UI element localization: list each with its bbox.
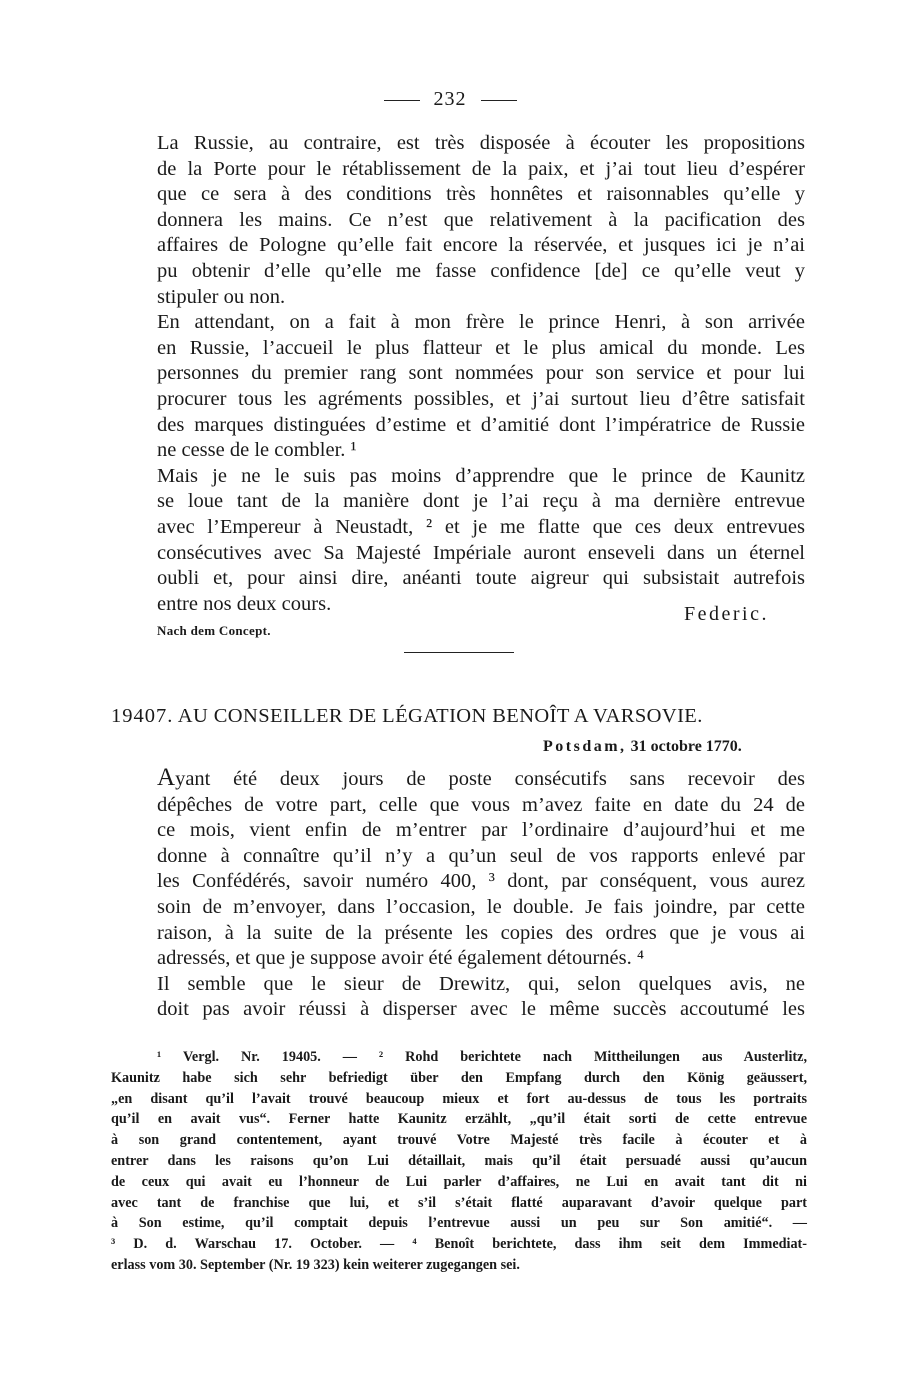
initial-letter: A xyxy=(157,764,176,791)
text-line: entre nos deux cours. xyxy=(157,592,332,615)
text-line: oubli et, pour ainsi dire, anéanti toute aigreur qui subsistait autrefois xyxy=(157,567,805,590)
text-line: donne à connaître qu’il n’y a qu’un seul de vos rapports enlevé par xyxy=(157,844,805,867)
text-line: Mais je ne le suis pas moins d’apprendre que le prince de Kaunitz xyxy=(157,464,805,487)
text-line: ne cesse de le combler. ¹ xyxy=(157,439,357,462)
text-line: avec l’Empereur à Neustadt, ² et je me flatte que ces deux entrevues xyxy=(157,515,805,538)
footnote-line: Kaunitz habe sich sehr befriedigt über den Empfang durch den König geäussert, xyxy=(111,1069,807,1086)
footnote-line: qu’il en avait vus“. Ferner hatte Kaunitz erzählt, „qu’il était sorti de cette entrevue xyxy=(111,1111,807,1128)
footnote-line: avec tant de franchise que lui, et s’il s’était flatté auparavant d’avoir quelque part xyxy=(111,1194,807,1211)
document-title: AU CONSEILLER DE LÉGATION BENOÎT A VARSOVIE. xyxy=(177,705,703,727)
source-note: Nach dem Concept. xyxy=(157,623,271,638)
dateline xyxy=(543,738,742,756)
text-line: affaires de Pologne qu’elle fait encore la réservée, et jusques ici je n’ai xyxy=(157,234,805,257)
text-line: dépêches de votre part, celle que vous m’avez faite en date du 24 de xyxy=(157,793,805,816)
page-header xyxy=(0,88,900,111)
text-line: procurer tous les agréments possibles, et j’ai surtout lieu d’être satisfait xyxy=(157,387,805,410)
text-line: doit pas avoir réussi à disperser avec le même succès accoutumé les xyxy=(157,998,805,1021)
text-line: des marques distinguées d’estime et d’amitié dont l’impératrice de Russie xyxy=(157,413,805,436)
text-line: pu obtenir d’elle qu’elle me fasse confidence [de] ce qu’elle veut y xyxy=(157,259,805,282)
footnote-line: ¹ Vergl. Nr. 19405. — ² Rohd berichtete nach Mittheilungen aus Austerlitz, xyxy=(157,1049,807,1065)
footnote-line: „en disant qu’il l’avait trouvé beaucoup mieux et fort au-dessus de tous les portraits xyxy=(111,1090,807,1107)
text-line: stipuler ou non. xyxy=(157,285,286,308)
footnote-line: à Son estime, qu’il comptait depuis l’entrevue aussi un peu sur Son amitié“. — xyxy=(111,1215,807,1232)
footnote-line: erlass vom 30. September (Nr. 19 323) kein weiterer zugegangen sei. xyxy=(111,1256,520,1273)
paragraph xyxy=(111,765,805,972)
signature: Federic. xyxy=(684,603,769,625)
paragraph xyxy=(111,131,805,310)
text-line: donnera les mains. Ce n’est que relativement à la pacification des xyxy=(157,208,805,231)
text-line: personnes du premier rang sont nommées pour son service et pour lui xyxy=(157,362,805,385)
footnotes xyxy=(111,1047,807,1276)
letter-body xyxy=(111,765,805,1023)
paragraph xyxy=(111,310,805,464)
header-dash-right xyxy=(481,100,517,101)
text-line xyxy=(111,765,805,793)
footnote-line: de ceux qui avait eu l’honneur de Lui parler d’affaires, ne Lui en avait tant dit ni xyxy=(111,1173,807,1190)
footnote-line: à son grand contentement, ayant trouvé Votre Majesté très facile à écouter et à xyxy=(111,1132,807,1149)
letter-continuation xyxy=(111,131,805,617)
text-line: raison, à la suite de la présente les copies des ordres que je vous ai xyxy=(157,921,805,944)
text-line: ce mois, vient enfin de m’entrer par l’ordinaire d’aujourd’hui et me xyxy=(157,819,805,842)
text-line: soin de m’envoyer, dans l’occasion, le double. Je fais joindre, par cette xyxy=(157,895,805,918)
header-dash-left xyxy=(384,100,420,101)
text-line: adressés, et que je suppose avoir été également détournés. ⁴ xyxy=(157,947,645,970)
dateline-place: Potsdam, xyxy=(543,738,627,755)
paragraph xyxy=(111,972,805,1023)
text-line: consécutives avec Sa Majesté Impériale auront enseveli dans un éternel xyxy=(157,541,805,564)
text-line: se loue tant de la manière dont je l’ai reçu à ma dernière entrevue xyxy=(157,490,805,513)
footnote-line: entrer dans les raisons qu’on Lui détaillait, mais qu’il était persuadé aussi qu’aucun xyxy=(111,1152,807,1169)
text-line: en Russie, l’accueil le plus flatteur et le plus amical du monde. Les xyxy=(157,336,805,359)
text-line: les Confédérés, savoir numéro 400, ³ dont, par conséquent, vous aurez xyxy=(157,870,805,893)
paragraph xyxy=(111,464,805,618)
text-line: La Russie, au contraire, est très disposée à écouter les propositions xyxy=(157,132,805,154)
text-line: Il semble que le sieur de Drewitz, qui, selon quelques avis, ne xyxy=(157,972,805,995)
text-line: que ce sera à des conditions très honnêtes et raisonnables qu’elle y xyxy=(157,183,805,206)
dateline-date: 31 octobre 1770. xyxy=(630,738,742,755)
page-number: 232 xyxy=(433,88,467,110)
section-divider xyxy=(404,652,514,653)
footnote-line: ³ D. d. Warschau 17. October. — ⁴ Benoît berichtete, dass ihm seit dem Immediat- xyxy=(111,1236,807,1253)
text-line: de la Porte pour le rétablissement de la paix, et j’ai tout lieu d’espérer xyxy=(157,157,805,180)
document-heading xyxy=(111,705,805,728)
text-line: En attendant, on a fait à mon frère le prince Henri, à son arrivée xyxy=(157,311,805,334)
document-number: 19407. xyxy=(111,705,174,727)
text-line-rest: yant été deux jours de poste consécutifs sans recevoir des xyxy=(175,768,805,790)
